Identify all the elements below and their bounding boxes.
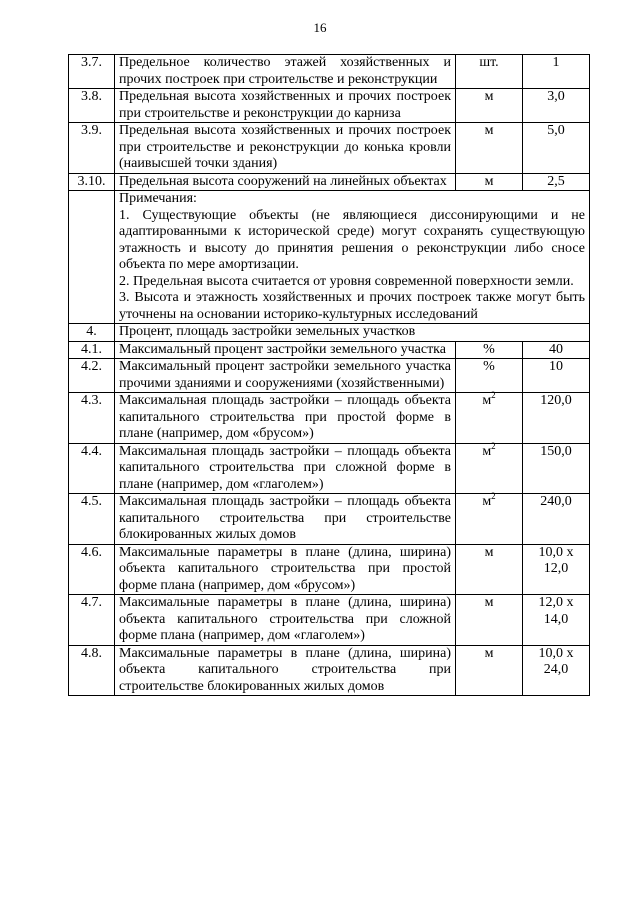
unit-superscript: 2 xyxy=(491,440,496,451)
value-cell: 120,0 xyxy=(523,393,590,444)
row-number: 3.9. xyxy=(69,123,115,174)
note-item: 3. Высота и этажность хозяйственных и прочих построек также могут быть уточнены на основании историко-культурных исследований xyxy=(119,290,585,322)
row-number: 4.5. xyxy=(69,494,115,545)
parameter-name: Максимальный процент застройки земельного участка прочими зданиями и сооружениями (хозяйственными) xyxy=(115,359,456,393)
unit-cell xyxy=(456,440,523,494)
parameter-name: Предельная высота хозяйственных и прочих построек при строительстве и реконструкции до карниза xyxy=(115,89,456,123)
table-row xyxy=(69,595,590,646)
value-line: 10,0 х xyxy=(538,645,574,661)
unit-cell xyxy=(456,390,523,444)
row-number: 4.1. xyxy=(69,341,115,359)
row-number: 3.7. xyxy=(69,55,115,89)
unit-cell: м xyxy=(456,123,523,174)
unit-cell xyxy=(456,491,523,545)
parameter-name: Предельная высота сооружений на линейных объектах xyxy=(115,173,456,191)
table-row xyxy=(69,443,590,494)
section-title: Процент, площадь застройки земельных участков xyxy=(115,324,590,342)
unit-cell: шт. xyxy=(456,55,523,89)
parameter-name: Предельное количество этажей хозяйственных и прочих построек при строительстве и реконструкции xyxy=(115,55,456,89)
value-cell xyxy=(523,595,590,646)
notes-row xyxy=(69,191,590,324)
unit-cell: м xyxy=(456,595,523,646)
page-number: 16 xyxy=(313,20,327,35)
value-cell: 150,0 xyxy=(523,443,590,494)
value-cell: 10 xyxy=(523,359,590,393)
row-number: 3.10. xyxy=(69,173,115,191)
table-row xyxy=(69,123,590,174)
value-line: 10,0 х xyxy=(538,544,574,560)
notes-cell xyxy=(115,191,590,324)
table-row xyxy=(69,173,590,191)
value-line: 12,0 х xyxy=(538,595,574,610)
note-item: 1. Существующие объекты (не являющиеся диссонирующими и не адаптированными к исторической среде) могут сохранять существующую этажность и высоту до принятия решения о реконструкции либо сносе объекта по мере амортизации. xyxy=(119,207,585,272)
table-row xyxy=(69,393,590,444)
row-number: 3.8. xyxy=(69,89,115,123)
row-number: 4.3. xyxy=(69,393,115,444)
note-item: 2. Предельная высота считается от уровня современной поверхности земли. xyxy=(119,273,574,289)
section-header-row xyxy=(69,324,590,342)
unit-superscript: 2 xyxy=(491,491,496,501)
table-row xyxy=(69,341,590,359)
unit-base: м xyxy=(482,393,492,408)
notes-title: Примечания: xyxy=(119,191,197,206)
value-cell: 1 xyxy=(523,55,590,89)
unit-base: м xyxy=(482,443,492,459)
parameter-name: Максимальная площадь застройки – площадь объекта капитального строительства при сложной форме в плане (например, дом «глаголем») xyxy=(115,443,456,494)
unit-cell: м xyxy=(456,645,523,696)
row-number: 4.8. xyxy=(69,645,115,696)
section-number: 4. xyxy=(69,324,115,342)
parameter-name: Максимальная площадь застройки – площадь объекта капитального строительства при простой форме в плане (например, дом «брусом») xyxy=(115,393,456,444)
value-cell: 5,0 xyxy=(523,123,590,174)
row-number: 4.7. xyxy=(69,595,115,646)
unit-cell: м xyxy=(456,173,523,191)
value-cell xyxy=(523,645,590,696)
value-cell xyxy=(523,544,590,595)
parameter-name: Предельная высота хозяйственных и прочих построек при строительстве и реконструкции до конька кровли (наивысшей точки здания) xyxy=(115,123,456,174)
row-number: 4.2. xyxy=(69,359,115,393)
table-row xyxy=(69,89,590,123)
value-line: 14,0 xyxy=(543,611,569,627)
table-row xyxy=(69,55,590,89)
row-number: 4.4. xyxy=(69,443,115,494)
regulations-table xyxy=(68,54,590,696)
parameter-name: Максимальная площадь застройки – площадь объекта капитального строительства при строительстве блокированных жилых домов xyxy=(115,494,456,545)
unit-cell: м xyxy=(456,89,523,123)
table-row xyxy=(69,645,590,696)
notes-number-cell xyxy=(69,191,115,324)
unit-cell: % xyxy=(456,359,523,393)
parameter-name: Максимальные параметры в плане (длина, ширина) объекта капитального строительства при строительстве блокированных жилых домов xyxy=(115,645,456,696)
table-row xyxy=(69,544,590,595)
value-line: 12,0 xyxy=(543,561,569,576)
parameter-name: Максимальные параметры в плане (длина, ширина) объекта капитального строительства при сложной форме плана (например, дом «глаголем») xyxy=(115,595,456,646)
unit-base: м xyxy=(482,494,492,509)
value-cell: 240,0 xyxy=(523,494,590,545)
value-line: 24,0 xyxy=(543,662,569,677)
unit-cell: м xyxy=(456,544,523,595)
row-number: 4.6. xyxy=(69,544,115,595)
unit-superscript: 2 xyxy=(491,390,496,400)
value-cell: 40 xyxy=(523,341,590,359)
parameter-name: Максимальный процент застройки земельного участка xyxy=(115,341,456,359)
unit-cell: % xyxy=(456,341,523,359)
value-cell: 3,0 xyxy=(523,89,590,123)
table-row xyxy=(69,494,590,545)
parameter-name: Максимальные параметры в плане (длина, ширина) объекта капитального строительства при простой форме плана (например, дом «брусом») xyxy=(115,544,456,595)
value-cell: 2,5 xyxy=(523,173,590,191)
table-row xyxy=(69,359,590,393)
